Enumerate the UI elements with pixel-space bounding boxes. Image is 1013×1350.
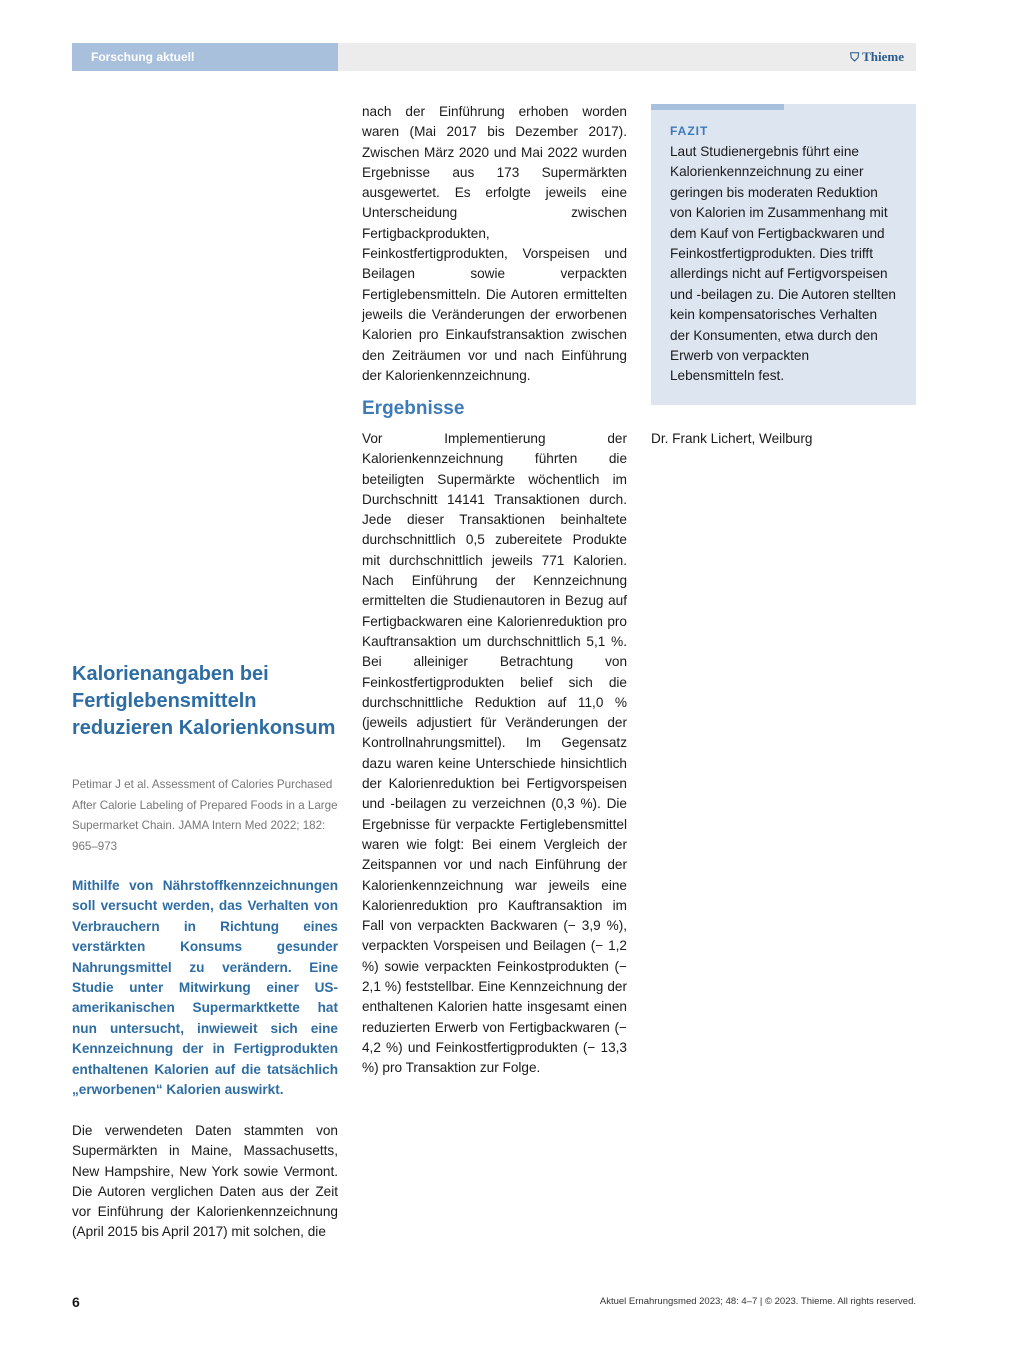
brand-name: Thieme [862,49,904,64]
article-citation: Petimar J et al. Assessment of Calories Purchased After Calorie Labeling of Prepared Foods in a Large Supermarket Chain. JAMA Intern Med 2022; 182: 965–973 [72,778,338,853]
article-title: Kalorienangaben bei Fertiglebensmitteln reduzieren Kalorienkonsum [72,663,336,739]
fazit-title: FAZIT [670,124,709,138]
footer-citation: Aktuel Ernahrungsmed 2023; 48: 4–7 | © 2023. Thieme. All rights reserved. [599,1296,916,1307]
header-bar [338,43,916,71]
fazit-text: Laut Studienergebnis führt eine Kalorienkennzeichnung zu einer geringen bis moderaten Reduktion von Kalorien im Zusammenhang mit dem Kauf von Fertigbackwaren und Feinkostfertigprodukten. Dies trifft allerdings nicht auf Fertigvorspeisen und -beilagen zu. Die Autoren stellten kein kompensatorisches Verhalten der Konsumenten, etwa durch den Erwerb von verpackten Lebensmitteln fest. [670,144,896,384]
section-label: Forschung aktuell [72,43,338,71]
page-number: 6 [72,1294,80,1310]
fazit-box [651,104,916,405]
article-lead: Mithilfe von Nährstoffkennzeichnungen soll versucht werden, das Verhalten von Verbrauchern in Richtung eines verstärkten Konsums gesunder Nahrungsmittel zu verändern. Eine Studie unter Mitwirkung einer US-amerikanischen Supermarktkette hat nun untersucht, inwieweit sich eine Kennzeichnung der in Fertigprodukten enthaltenen Kalorien auf die tatsächlich „erworbenen“ Kalorien auswirkt. [72,878,338,1098]
methods-text-part2: nach der Einführung erhoben worden waren (Mai 2017 bis Dezember 2017). Zwischen März 2020 und Mai 2022 wurden Ergebnisse aus 173 Supermärkten ausgewertet. Es erfolgte jeweils eine Unterscheidung zwischen Fertigbackprodukten, Feinkostfertigprodukten, Vorspeisen und Beilagen sowie verpackten Fertiglebensmitteln. Die Autoren ermittelten jeweils die Veränderungen der erworbenen Kalorien pro Einkaufstransaktion zwischen den Zeiträumen vor und nach Einführung der Kalorienkennzeichnung. [362,104,627,383]
methods-text-part1: Die verwendeten Daten stammten von Supermärkten in Maine, Massachusetts, New Hampshire, New York sowie Vermont. Die Autoren verglichen Daten aus der Zeit vor Einführung der Kalorienkennzeichnung (April 2015 bis April 2017) mit solchen, die [72,1123,338,1240]
publisher-logo [850,43,904,71]
fazit-accent-bar [651,104,784,110]
shield-icon: ⛉ [850,50,860,64]
results-text: Vor Implementierung der Kalorienkennzeichnung führten die beteiligten Supermärkte wöchentlich im Durchschnitt 14141 Transaktionen durch. Jede dieser Transaktionen beinhaltete durchschnittlich 0,5 zubereitete Produkte mit durchschnittlich jeweils 771 Kalorien. Nach Einführung der Kennzeichnung ermittelten die Studienautoren in Bezug auf Fertigbackwaren eine Kalorienreduktion pro Kauftransaktion um durchschnittlich 5,1 %. Bei alleiniger Betrachtung von Feinkostfertigprodukten belief sich die durchschnittliche Reduktion auf 11,0 % (jeweils adjustiert für Veränderungen der Kontrollnahrungsmittel). Im Gegensatz dazu waren keine Unterschiede hinsichtlich der Kalorienreduktion bei Fertigvorspeisen und -beilagen zu verzeichnen (0,3 %). Die Ergebnisse für verpackte Fertiglebensmittel waren wie folgt: Bei einem Vergleich der Zeitspannen vor und nach Einführung der Kalorienkennzeichnung war jeweils eine Kalorienreduktion pro Kauftransaktion im Fall von verpackten Backwaren (− 3,9 %), verpackten Vorspeisen und Beilagen (− 1,2 %) sowie verpackten Feinkostprodukten (− 2,1 %) feststellbar. Eine Kennzeichnung der enthaltenen Kalorien hatte insgesamt einen reduzierten Erwerb von Fertigbackwaren (− 4,2 %) und Feinkostfertigprodukten (− 13,3 %) pro Transaktion zur Folge. [362,431,627,1076]
results-heading: Ergebnisse [362,398,465,419]
author-line: Dr. Frank Lichert, Weilburg [651,431,813,446]
